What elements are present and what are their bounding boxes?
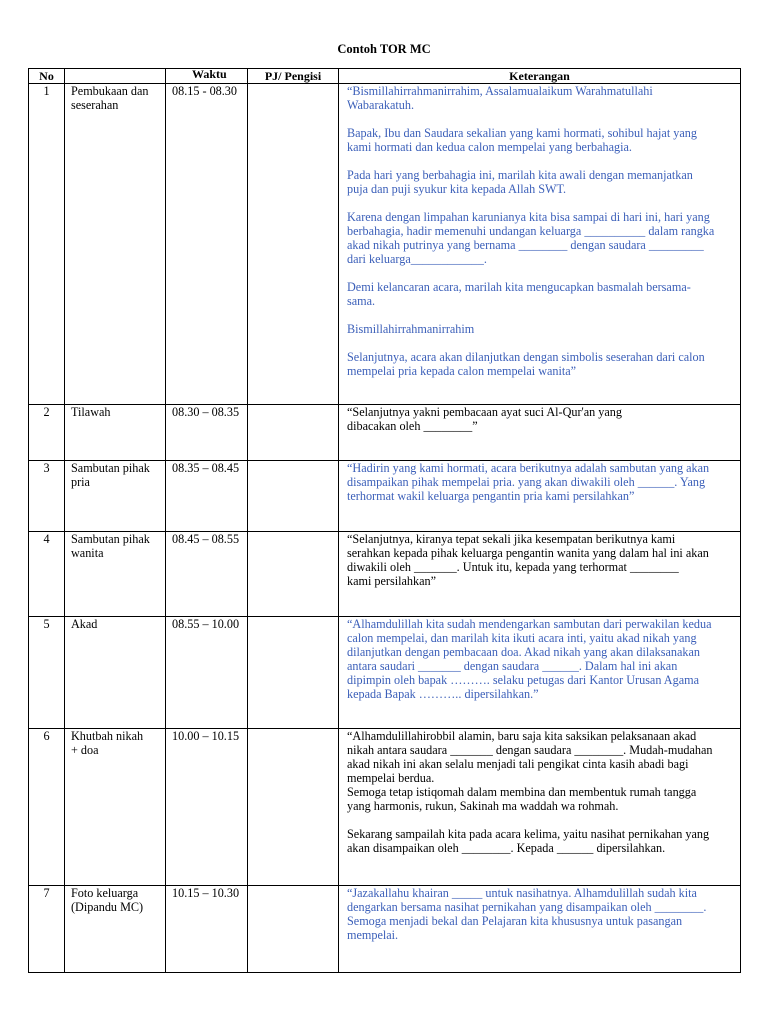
header-no: No [29, 69, 65, 84]
row-waktu: 08.15 - 08.30 [166, 84, 248, 405]
table-row [29, 405, 741, 461]
keterangan-paragraph: “Bismillahirrahmanirrahim, Assalamualaikum Warahmatullahi Wabarakatuh. [347, 84, 653, 112]
document-title: Contoh TOR MC [337, 42, 431, 56]
row-pj [248, 729, 339, 886]
header-pj: PJ/ Pengisi [248, 69, 339, 84]
row-number: 4 [29, 532, 65, 617]
keterangan-paragraph: Sekarang sampailah kita pada acara kelima, yaitu nasihat pernikahan yang akan disampaikan oleh ________. Kepada ______ dipersilahkan. [347, 827, 710, 855]
row-acara: Sambutan pihak pria [65, 461, 166, 532]
keterangan-paragraph: “Selanjutnya, kiranya tepat sekali jika kesempatan berikutnya kami serahkan kepada pihak keluarga pengantin wanita yang dalam hal ini akan diwakili oleh _______. Untuk itu, kepada yang terhormat ________ kami persilahkan” [347, 532, 709, 588]
row-acara: Akad [65, 617, 166, 729]
keterangan-paragraph: Pada hari yang berbahagia ini, marilah kita awali dengan memanjatkan puja dan puji syukur kita kepada Allah SWT. [347, 168, 693, 196]
keterangan-paragraph: Bapak, Ibu dan Saudara sekalian yang kami hormati, sohibul hajat yang kami hormati dan kedua calon mempelai yang berbahagia. [347, 126, 697, 154]
keterangan-paragraph: “Hadirin yang kami hormati, acara berikutnya adalah sambutan yang akan disampaikan pihak mempelai pria. yang akan diwakili oleh ______. Yang terhormat wakil keluarga pengantin pria kami persilahkan” [347, 461, 710, 503]
row-keterangan [339, 729, 741, 886]
row-pj [248, 461, 339, 532]
row-keterangan [339, 405, 741, 461]
row-waktu: 08.45 – 08.55 [166, 532, 248, 617]
row-number: 3 [29, 461, 65, 532]
row-keterangan [339, 886, 741, 973]
keterangan-paragraph: Demi kelancaran acara, marilah kita mengucapkan basmalah bersama- sama. [347, 280, 691, 308]
row-pj [248, 617, 339, 729]
keterangan-paragraph: Bismillahirrahmanirrahim [347, 322, 475, 336]
row-acara: Foto keluarga (Dipandu MC) [65, 886, 166, 973]
row-keterangan [339, 84, 741, 405]
row-pj [248, 532, 339, 617]
table-row [29, 461, 741, 532]
keterangan-paragraph: “Alhamdulillahirobbil alamin, baru saja kita saksikan pelaksanaan akad nikah antara saudara _______ dengan saudara ________. Mudah-mudahan akad nikah ini akan selalu menjadi tali pengikat cinta kasih abadi bagi mempelai berdua. Semoga tetap istiqomah dalam membina dan membentuk rumah tangga yang harmonis, rukun, Sakinah ma waddah wa rohmah. [347, 729, 713, 813]
row-number: 1 [29, 84, 65, 405]
header-acara [65, 69, 166, 84]
row-pj [248, 886, 339, 973]
row-keterangan [339, 461, 741, 532]
row-number: 7 [29, 886, 65, 973]
row-keterangan [339, 532, 741, 617]
table-row [29, 617, 741, 729]
table-row [29, 729, 741, 886]
table-row [29, 84, 741, 405]
table-header-row [29, 69, 741, 84]
header-keterangan: Keterangan [339, 69, 741, 84]
row-waktu: 08.30 – 08.35 [166, 405, 248, 461]
header-waktu: Waktu [166, 69, 248, 84]
keterangan-paragraph: “Selanjutnya yakni pembacaan ayat suci Al-Qur'an yang dibacakan oleh ________” [347, 405, 622, 433]
tor-table [28, 68, 741, 973]
row-acara: Pembukaan dan seserahan [65, 84, 166, 405]
row-acara: Khutbah nikah + doa [65, 729, 166, 886]
row-number: 2 [29, 405, 65, 461]
keterangan-paragraph: Selanjutnya, acara akan dilanjutkan dengan simbolis seserahan dari calon mempelai pria kepada calon mempelai wanita” [347, 350, 705, 378]
row-acara: Tilawah [65, 405, 166, 461]
keterangan-paragraph: Karena dengan limpahan karunianya kita bisa sampai di hari ini, hari yang berbahagia, hadir memenuhi undangan keluarga __________ dalam rangka akad nikah putrinya yang bernama ________ dengan saudara _________ dari keluarga____________. [347, 210, 715, 266]
row-waktu: 08.55 – 10.00 [166, 617, 248, 729]
row-number: 6 [29, 729, 65, 886]
row-waktu: 10.15 – 10.30 [166, 886, 248, 973]
row-acara: Sambutan pihak wanita [65, 532, 166, 617]
keterangan-paragraph: “Jazakallahu khairan _____ untuk nasihatnya. Alhamdulillah sudah kita dengarkan bersama nasihat pernikahan yang disampaikan oleh ________. Semoga menjadi bekal dan Pelajaran kita khususnya untuk pasangan mempelai. [347, 886, 707, 942]
table-row [29, 532, 741, 617]
row-keterangan [339, 617, 741, 729]
table-row [29, 886, 741, 973]
row-number: 5 [29, 617, 65, 729]
row-waktu: 08.35 – 08.45 [166, 461, 248, 532]
row-waktu: 10.00 – 10.15 [166, 729, 248, 886]
keterangan-paragraph: “Alhamdulillah kita sudah mendengarkan sambutan dari perwakilan kedua calon mempelai, dan marilah kita ikuti acara inti, yaitu akad nikah yang dilanjutkan dengan pembacaan doa. Akad nikah yang akan dilaksanakan antara saudari _______ dengan saudara ______. Dalam hal ini akan dipimpin oleh bapak ………. selaku petugas dari Kantor Urusan Agama kepada Bapak ……….. dipersilahkan.” [347, 617, 712, 701]
row-pj [248, 84, 339, 405]
row-pj [248, 405, 339, 461]
